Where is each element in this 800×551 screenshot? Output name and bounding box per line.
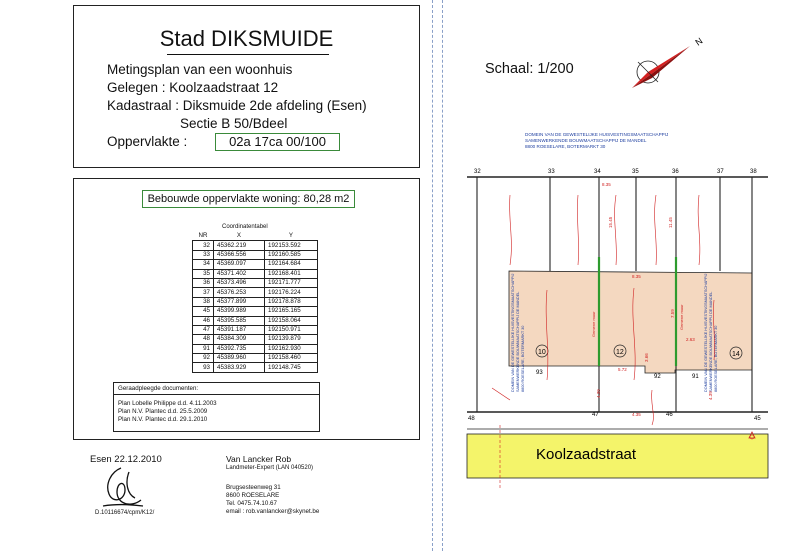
table-row xyxy=(193,260,318,269)
house-number: 12 xyxy=(616,349,624,356)
point-label: 34 xyxy=(594,169,601,175)
table-cell: 192165.165 xyxy=(265,307,318,316)
dimension-label: 3.66 xyxy=(644,353,649,362)
dimension-label: 5.72 xyxy=(618,367,627,372)
table-cell: 192158.460 xyxy=(265,354,318,363)
column-header: X xyxy=(236,232,242,240)
table-cell: 34 xyxy=(193,260,214,269)
column-header: Y xyxy=(288,232,294,240)
address-city: 8600 ROESELARE xyxy=(226,492,280,499)
title-block xyxy=(73,5,420,168)
site-plan xyxy=(452,0,800,551)
dimension-label: 4.39 xyxy=(708,391,713,400)
table-row xyxy=(193,241,318,250)
table-cell: 192178.878 xyxy=(265,297,318,306)
dimension-label: 8.35 xyxy=(632,274,641,279)
north-arrow-icon xyxy=(632,36,704,88)
point-label: 33 xyxy=(548,169,555,175)
point-label: 38 xyxy=(750,169,757,175)
table-row xyxy=(193,363,318,372)
built-area: Bebouwde oppervlakte woning: 80,28 m2 xyxy=(142,190,355,208)
info-cadastral: Kadastraal : Diksmuide 2de afdeling (Esen) xyxy=(107,98,367,113)
column-header: NR xyxy=(198,232,208,240)
scale-label: Schaal: 1/200 xyxy=(485,61,574,77)
coordinates-block xyxy=(73,178,420,440)
info-location: Gelegen : Koolzaadstraat 12 xyxy=(107,80,279,95)
point-label: 35 xyxy=(632,169,639,175)
table-cell: 32 xyxy=(193,241,214,250)
table-row xyxy=(193,344,318,353)
svg-text:N: N xyxy=(693,35,705,48)
point-label: 36 xyxy=(672,169,679,175)
documents-divider xyxy=(114,394,319,395)
table-row xyxy=(193,307,318,316)
table-cell: 45 xyxy=(193,307,214,316)
table-row xyxy=(193,316,318,325)
table-cell: 192171.777 xyxy=(265,278,318,287)
table-row xyxy=(193,335,318,344)
owner-label: DOMEIN VAN DE GEWESTELIJKE HUISVESTINGSMAATSCHAPPIJ xyxy=(704,273,708,392)
owner-label: DOMEIN VAN DE GEWESTELIJKE HUISVESTINGSMAATSCHAPPIJ xyxy=(511,273,515,392)
dimension-label: 11.45 xyxy=(668,217,673,228)
table-cell: 45369.097 xyxy=(214,260,265,269)
signature-image xyxy=(91,460,151,512)
point-label: 93 xyxy=(536,370,543,376)
point-label: 32 xyxy=(474,169,481,175)
table-cell: 45376.253 xyxy=(214,288,265,297)
table-cell: 33 xyxy=(193,250,214,259)
table-row xyxy=(193,325,318,334)
table-row xyxy=(193,250,318,259)
coord-table-title: Coordinatentabel xyxy=(222,224,268,230)
table-row xyxy=(193,354,318,363)
table-cell: 45391.187 xyxy=(214,325,265,334)
point-label: 48 xyxy=(468,416,475,422)
dimension-label: 8.35 xyxy=(602,182,611,187)
table-cell: 37 xyxy=(193,288,214,297)
table-cell: 45384.309 xyxy=(214,335,265,344)
table-cell: 192160.585 xyxy=(265,250,318,259)
owner-label: 8800 ROESELARE, BOTERMARKT 30 xyxy=(521,325,525,392)
table-cell: 192164.684 xyxy=(265,260,318,269)
table-cell: 192176.224 xyxy=(265,288,318,297)
owner-label: 8800 ROESELARE, BOTERMARKT 30 xyxy=(525,144,606,149)
dimension-label: 4.35 xyxy=(632,412,641,417)
table-cell: 92 xyxy=(193,354,214,363)
title-underline xyxy=(167,54,329,55)
table-cell: 46 xyxy=(193,316,214,325)
table-cell: 93 xyxy=(193,363,214,372)
document-item: Plan Lobelle Philippe d.d. 4.11.2003 xyxy=(118,400,217,407)
address-street: Brugsesteenweg 31 xyxy=(226,484,281,491)
house-number: 14 xyxy=(732,351,740,358)
owner-label: SAMENWERKENDE BOUWMAATSCHAPPIJ DE MANDEL xyxy=(516,291,520,392)
table-cell: 45389.960 xyxy=(214,354,265,363)
table-cell: 91 xyxy=(193,344,214,353)
table-cell: 45399.989 xyxy=(214,307,265,316)
wall-label: Gemene muur xyxy=(679,304,684,330)
owner-label: SAMENWERKENDE BOUWMAATSCHAPPIJ DE MANDEL xyxy=(525,138,647,143)
signature-date: Esen 22.12.2010 xyxy=(90,454,162,465)
table-cell: 48 xyxy=(193,335,214,344)
point-label: 47 xyxy=(592,412,599,418)
table-row xyxy=(193,288,318,297)
table-cell: 45383.929 xyxy=(214,363,265,372)
point-label: 45 xyxy=(754,416,761,422)
dimension-label: 4.39 xyxy=(596,389,601,398)
table-header-row xyxy=(193,232,318,241)
documents-box xyxy=(113,382,320,432)
table-cell: 45395.585 xyxy=(214,316,265,325)
surveyor-name: Van Lancker Rob xyxy=(226,454,292,464)
table-cell: 45371.402 xyxy=(214,269,265,278)
table-cell: 45366.556 xyxy=(214,250,265,259)
area-value: 02a 17ca 00/100 xyxy=(215,133,340,151)
dimension-label: 7.59 xyxy=(670,309,675,318)
street-name: Koolzaadstraat xyxy=(536,446,637,463)
table-row xyxy=(193,269,318,278)
info-section: Sectie B 50/Bdeel xyxy=(180,116,288,131)
table-cell: 192158.064 xyxy=(265,316,318,325)
house-number: 10 xyxy=(538,349,546,356)
wall-label: Gemene muur xyxy=(591,311,596,337)
table-cell: 192150.971 xyxy=(265,325,318,334)
document-item: Plan N.V. Plantec d.d. 29.1.2010 xyxy=(118,416,208,423)
table-row xyxy=(193,278,318,287)
table-cell: 45392.735 xyxy=(214,344,265,353)
table-cell: 192139.879 xyxy=(265,335,318,344)
area-label: Oppervlakte : xyxy=(107,134,188,149)
point-label: 92 xyxy=(654,374,661,380)
owner-label: SAMENWERKENDE BOUWMAATSCHAPPIJ DE MANDEL xyxy=(709,291,713,392)
surveyor-title: Landmeter-Expert (LAN 040520) xyxy=(226,465,314,471)
point-label: 91 xyxy=(692,374,699,380)
table-row xyxy=(193,297,318,306)
footer-block xyxy=(73,448,420,538)
table-cell: 45373.496 xyxy=(214,278,265,287)
point-label: 46 xyxy=(666,412,673,418)
table-cell: 192162.930 xyxy=(265,344,318,353)
phone-number: Tel. 0475.74.10.67 xyxy=(226,500,277,507)
table-cell: 45377.899 xyxy=(214,297,265,306)
info-description: Metingsplan van een woonhuis xyxy=(107,62,293,77)
table-cell: 36 xyxy=(193,278,214,287)
table-cell: 35 xyxy=(193,269,214,278)
table-cell: 47 xyxy=(193,325,214,334)
table-cell: 192153.592 xyxy=(265,241,318,250)
dimension-label: 2.63 xyxy=(686,337,695,342)
owner-label: DOMEIN VAN DE GEWESTELIJKE HUISVESTINGSMAATSCHAPPIJ xyxy=(525,132,669,137)
fold-line xyxy=(442,0,443,551)
table-cell: 192148.745 xyxy=(265,363,318,372)
point-label: 37 xyxy=(717,169,724,175)
document-reference: D.10116674/cpm/K12/ xyxy=(95,510,155,516)
coord-table xyxy=(192,232,318,373)
table-cell: 192168.401 xyxy=(265,269,318,278)
owner-label: 8800 ROESELARE, BOTERMARKT 30 xyxy=(714,325,718,392)
email-address: email : rob.vanlancker@skynet.be xyxy=(226,508,320,515)
table-cell: 45362.219 xyxy=(214,241,265,250)
page-title: Stad DIKSMUIDE xyxy=(159,26,334,51)
documents-title: Geraadpleegde documenten: xyxy=(118,385,199,392)
dimension-label: 15.45 xyxy=(608,216,613,228)
table-cell: 38 xyxy=(193,297,214,306)
document-item: Plan N.V. Plantec d.d. 25.5.2009 xyxy=(118,408,208,415)
fold-line xyxy=(432,0,433,551)
